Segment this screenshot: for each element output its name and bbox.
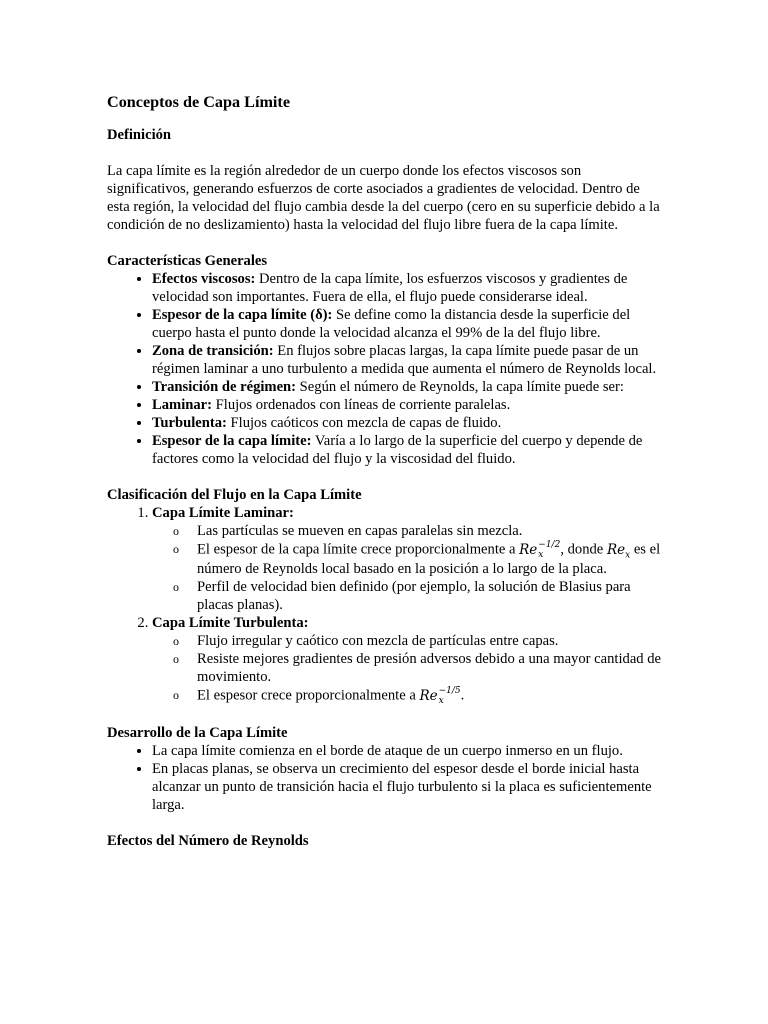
item-text: es el número de Reynolds local basado en la posición a lo largo de la placa. [197, 541, 661, 577]
item-text: Dentro de la capa límite, los esfuerzos viscosos y gradientes de velocidad son importantes. Fuera de ella, el flujo puede considerarse ideal. [152, 271, 628, 305]
formula-base: Re [606, 541, 626, 558]
formula-exponent: −1/5 [438, 686, 461, 696]
list-desarrollo [107, 742, 663, 814]
heading-reynolds: Efectos del Número de Reynolds [107, 833, 309, 849]
item-term: Laminar: [152, 397, 212, 413]
page-title: Conceptos de Capa Límite [107, 93, 291, 111]
item-term: Espesor de la capa límite (δ): [152, 307, 333, 323]
paragraph-definicion: La capa límite es la región alrededor de un cuerpo donde los efectos viscosos son significativos, generando esfuerzos de corte asociados a gradientes de velocidad. Dentro de esta región, la velocidad del flujo cambia desde la del cuerpo (cero en su superficie debido a la condición de no deslizamiento) hasta la velocidad del flujo libre fuera de la capa límite. [107, 163, 660, 233]
item-term: Espesor de la capa límite: [152, 433, 312, 449]
list-item: • La capa límite comienza en el borde de ataque de un cuerpo inmerso en un flujo. [152, 742, 663, 760]
reynolds-exponent-formula [419, 688, 460, 704]
item-text: El espesor crece proporcionalmente a [197, 687, 420, 704]
formula-base: Re [519, 541, 538, 558]
item-text: Se define como la distancia desde la superficie del cuerpo hasta el punto donde la velocidad alcanza el 99% de la del flujo libre. [152, 307, 631, 341]
heading-definicion: Definición [107, 127, 172, 143]
list-caracteristicas [107, 270, 663, 468]
document-content [107, 92, 663, 850]
item-term: Efectos viscosos: [152, 271, 256, 287]
reynolds-symbol [606, 541, 631, 561]
formula-subscript: x [538, 550, 544, 560]
formula-exponent: −1/2 [538, 540, 561, 550]
item-text: Varía a lo largo de la superficie del cuerpo y depende de factores como la velocidad del flujo y la viscosidad del fluido. [152, 433, 643, 467]
item-term: Transición de régimen: [152, 379, 297, 395]
sublist-turbulenta [152, 632, 663, 706]
sublist-item: o Flujo irregular y caótico con mezcla de partículas entre capas. [197, 632, 663, 650]
sublist-item: o Resiste mejores gradientes de presión adversos debido a una mayor cantidad de movimiento. [197, 650, 663, 686]
list-item [152, 396, 663, 414]
list-item [152, 306, 663, 342]
sublist-laminar [152, 522, 663, 614]
item-text: En flujos sobre placas largas, la capa límite puede pasar de un régimen laminar a uno turbulento a medida que aumenta el número de Reynolds local. [152, 343, 657, 377]
sublist-item: o Perfil de velocidad bien definido (por ejemplo, la solución de Blasius para placas planas). [197, 578, 663, 614]
list-item [152, 342, 663, 378]
sublist-item: o Las partículas se mueven en capas paralelas sin mezcla. [197, 522, 663, 540]
item-text: El espesor de la capa límite crece proporcionalmente a [197, 541, 520, 558]
formula-subscript: x [438, 696, 444, 706]
sublist-item [197, 686, 663, 706]
item-term: Turbulenta: [152, 415, 227, 431]
list-item [152, 414, 663, 432]
item-text: Flujos caóticos con mezcla de capas de fluido. [226, 415, 502, 431]
heading-desarrollo: Desarrollo de la Capa Límite [107, 725, 288, 741]
sublist-item [197, 540, 663, 578]
heading-clasificacion: Clasificación del Flujo en la Capa Límite [107, 487, 362, 503]
item-term: Zona de transición: [152, 343, 274, 359]
item-text: , donde [560, 541, 607, 558]
reynolds-exponent-formula [519, 542, 560, 558]
item-text: Flujos ordenados con líneas de corriente paralelas. [212, 397, 511, 413]
list-item [152, 432, 663, 468]
list-item-turbulenta [152, 614, 663, 706]
formula-subscript: x [625, 550, 631, 561]
item-term: Capa Límite Laminar: [152, 505, 294, 521]
list-item [152, 270, 663, 306]
item-term: Capa Límite Turbulenta: [152, 615, 309, 631]
list-item-laminar [152, 504, 663, 614]
formula-base: Re [419, 687, 438, 704]
item-text: Según el número de Reynolds, la capa límite puede ser: [296, 379, 624, 395]
list-item: • En placas planas, se observa un crecimiento del espesor desde el borde inicial hasta alcanzar un punto de transición hacia el flujo turbulento si la placa es suficientemente larga. [152, 760, 663, 814]
heading-caracteristicas: Características Generales [107, 253, 268, 269]
list-item [152, 378, 663, 396]
list-clasificacion [107, 504, 663, 706]
item-text: . [460, 687, 465, 704]
